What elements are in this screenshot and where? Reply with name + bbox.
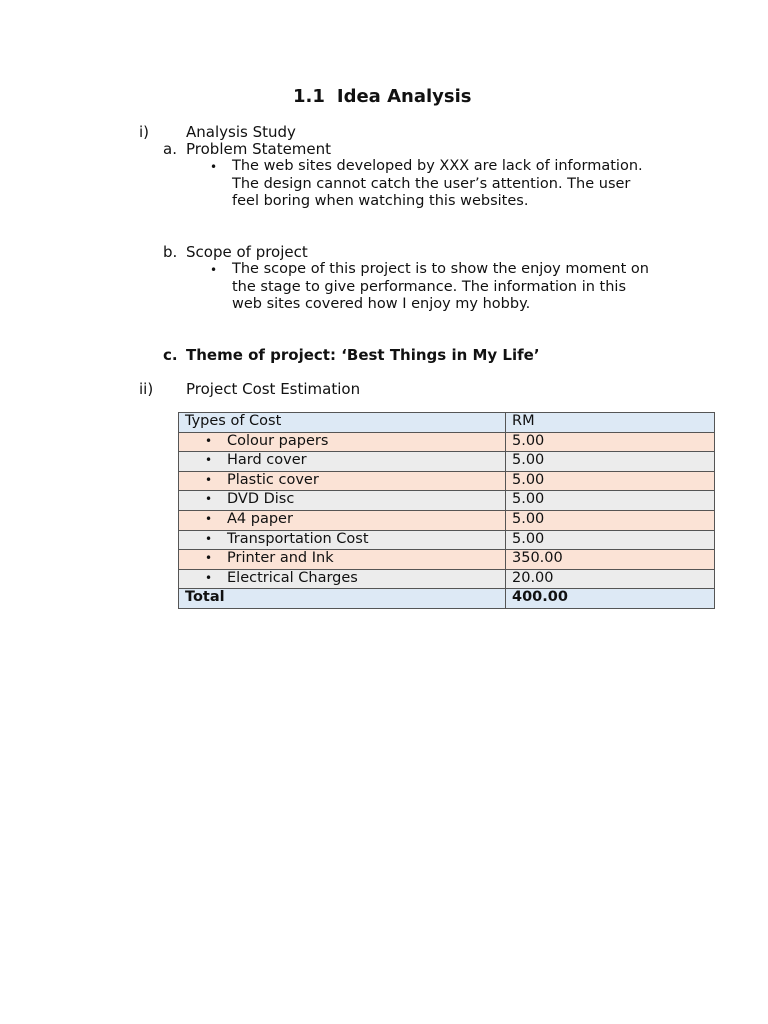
- header-rm: RM: [506, 413, 715, 433]
- cost-item: Colour papers: [227, 432, 329, 449]
- cost-item: Electrical Charges: [227, 569, 358, 586]
- cost-value: 5.00: [506, 530, 715, 550]
- cost-value: 5.00: [506, 510, 715, 530]
- total-label: Total: [179, 589, 506, 609]
- table-row: [179, 530, 715, 550]
- section-number: 1.1: [293, 86, 325, 107]
- bullet-icon: •: [205, 453, 213, 468]
- total-value: 400.00: [506, 589, 715, 609]
- cost-value: 5.00: [506, 471, 715, 491]
- bullet-icon: •: [205, 531, 213, 546]
- bullet-icon: •: [210, 160, 218, 174]
- cost-item: A4 paper: [227, 510, 293, 527]
- cost-value: 5.00: [506, 432, 715, 452]
- cost-value: 5.00: [506, 491, 715, 511]
- bullet-icon: •: [205, 570, 213, 585]
- table-header-row: [179, 413, 715, 433]
- problem-marker: a.: [163, 140, 177, 158]
- table-row: [179, 491, 715, 511]
- table-row: [179, 432, 715, 452]
- problem-title: Problem Statement: [186, 140, 332, 158]
- scope-text: The scope of this project is to show the enjoy moment on the stage to give performance. The information in this web sites covered how I enjoy my hobby.: [232, 261, 649, 312]
- table-row: [179, 510, 715, 530]
- cost-value: 350.00: [506, 550, 715, 570]
- scope-title: Scope of project: [186, 243, 308, 261]
- bullet-icon: •: [205, 551, 213, 566]
- table-row: [179, 471, 715, 491]
- part1-title: Analysis Study: [186, 123, 296, 141]
- cost-value: 5.00: [506, 452, 715, 472]
- theme-marker: c.: [163, 346, 178, 364]
- table-row: [179, 452, 715, 472]
- bullet-icon: •: [205, 433, 213, 448]
- bullet-icon: •: [210, 263, 218, 277]
- theme-title: Theme of project: ‘Best Things in My Life’: [186, 346, 540, 364]
- cost-item: DVD Disc: [227, 491, 295, 508]
- header-cost-type: Types of Cost: [179, 413, 506, 433]
- table-row: [179, 569, 715, 589]
- cost-item: Plastic cover: [227, 471, 319, 488]
- cost-item: Transportation Cost: [227, 530, 369, 547]
- cost-item: Printer and Ink: [227, 550, 334, 567]
- section-heading: [293, 86, 472, 107]
- part1-marker: i): [139, 123, 150, 141]
- cost-table: [178, 412, 715, 609]
- cost-value: 20.00: [506, 569, 715, 589]
- bullet-icon: •: [205, 511, 213, 526]
- cost-item: Hard cover: [227, 452, 307, 469]
- scope-marker: b.: [163, 243, 178, 261]
- table-row: [179, 550, 715, 570]
- part2-marker: ii): [139, 380, 154, 398]
- part2-title: Project Cost Estimation: [186, 380, 361, 398]
- bullet-icon: •: [205, 472, 213, 487]
- section-title: Idea Analysis: [336, 86, 472, 107]
- bullet-icon: •: [205, 492, 213, 507]
- problem-text: The web sites developed by XXX are lack of information. The design cannot catch the user’s attention. The user feel boring when watching this websites.: [232, 158, 643, 209]
- table-total-row: [179, 589, 715, 609]
